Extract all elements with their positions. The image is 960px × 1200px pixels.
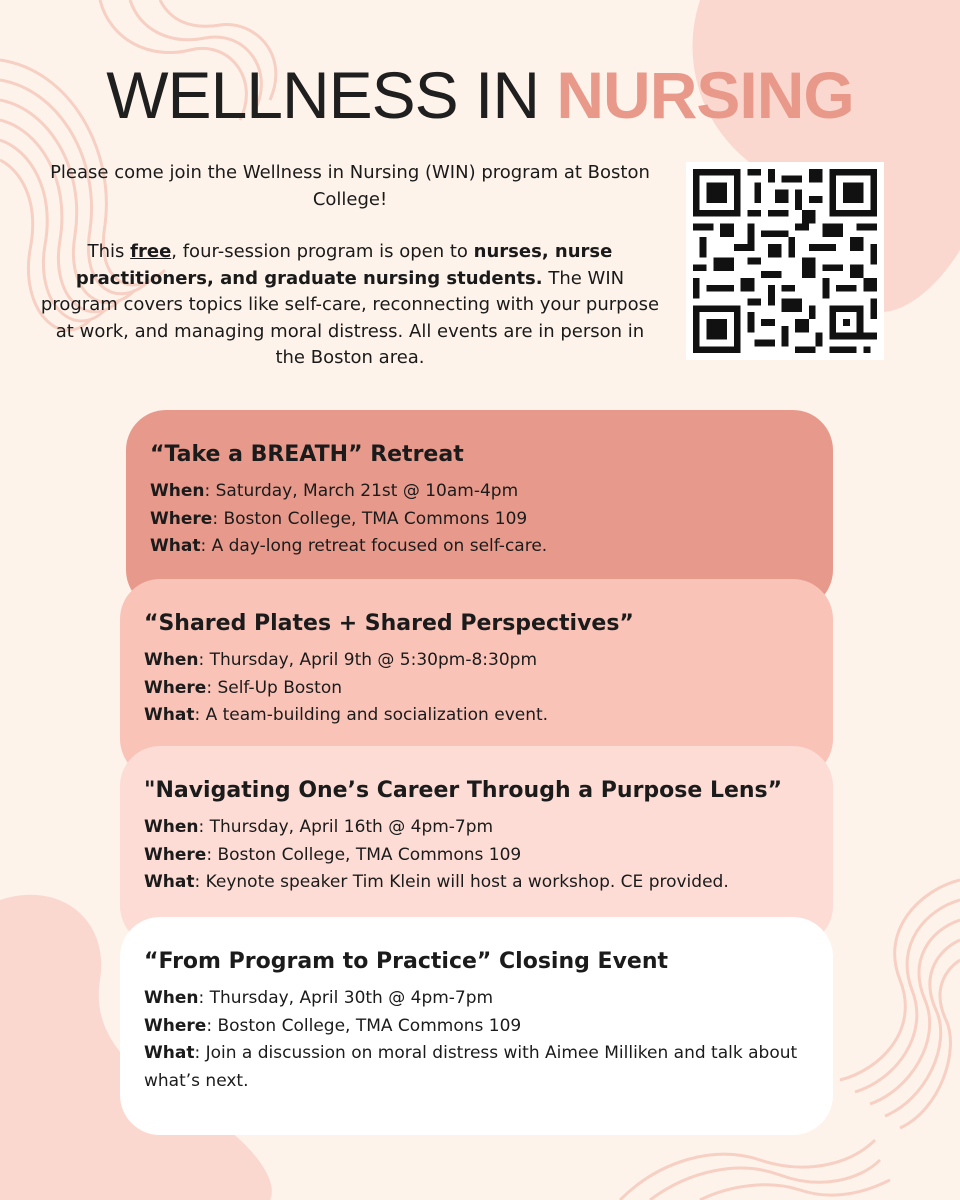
- page-title: [0, 55, 960, 135]
- event-card-3: [120, 746, 833, 946]
- when-value: : Thursday, April 16th @ 4pm-7pm: [198, 817, 494, 837]
- event-title: “Shared Plates + Shared Perspectives”: [144, 611, 634, 636]
- title-part2: NURSING: [556, 58, 854, 132]
- where-label: Where: [144, 677, 207, 698]
- what-label: What: [144, 872, 195, 892]
- event-where: [144, 842, 809, 870]
- event-title: “From Program to Practice” Closing Event: [144, 949, 669, 974]
- where-value: : Self-Up Boston: [206, 677, 343, 698]
- event-where: [150, 506, 809, 534]
- event-where: [144, 1013, 809, 1041]
- intro-paragraph-1: Please come join the Wellness in Nursing (WIN) program at Boston College!: [50, 162, 650, 210]
- qr-code[interactable]: [686, 162, 884, 360]
- intro-text-a: This: [87, 241, 131, 262]
- intro-text-b: , four-session program is open to: [171, 241, 474, 262]
- what-value: : Keynote speaker Tim Klein will host a workshop. CE provided.: [194, 872, 729, 892]
- what-label: What: [144, 705, 195, 725]
- where-value: : Boston College, TMA Commons 109: [212, 508, 528, 529]
- event-when: [150, 478, 809, 506]
- event-title: "Navigating One’s Career Through a Purpose Lens”: [144, 778, 783, 803]
- event-card-4: [120, 917, 833, 1135]
- when-label: When: [144, 988, 199, 1008]
- intro-text: [40, 160, 660, 398]
- event-what: [144, 702, 809, 730]
- when-value: : Saturday, March 21st @ 10am-4pm: [204, 481, 519, 501]
- what-value: : A day-long retreat focused on self-care.: [200, 536, 548, 556]
- when-value: : Thursday, April 30th @ 4pm-7pm: [198, 988, 494, 1008]
- what-value: : Join a discussion on moral distress with Aimee Milliken and talk about what’s next.: [144, 1043, 798, 1091]
- intro-audience: nurses, nurse practitioners, and graduate nursing students.: [75, 241, 613, 289]
- event-title: “Take a BREATH” Retreat: [150, 442, 464, 467]
- where-value: : Boston College, TMA Commons 109: [206, 844, 522, 865]
- intro-free: free: [130, 241, 172, 262]
- event-when: [144, 985, 809, 1013]
- title-part1: WELLNESS IN: [106, 58, 557, 132]
- event-when: [144, 647, 809, 675]
- intro-text-c: The WIN program covers topics like self-care, reconnecting with your purpose at work, and managing moral distress. All events are in person in the Boston area.: [40, 267, 660, 368]
- when-label: When: [150, 481, 205, 501]
- event-where: [144, 675, 809, 703]
- where-value: : Boston College, TMA Commons 109: [206, 1015, 522, 1036]
- event-what: [150, 533, 809, 561]
- when-value: : Thursday, April 9th @ 5:30pm-8:30pm: [198, 650, 537, 670]
- when-label: When: [144, 650, 199, 670]
- what-label: What: [150, 536, 201, 556]
- event-what: [144, 869, 809, 897]
- what-label: What: [144, 1043, 195, 1063]
- intro-paragraph-2: [40, 239, 660, 372]
- event-what: [144, 1040, 809, 1095]
- what-value: : A team-building and socialization event.: [194, 705, 549, 725]
- when-label: When: [144, 817, 199, 837]
- where-label: Where: [150, 508, 213, 529]
- where-label: Where: [144, 844, 207, 865]
- event-when: [144, 814, 809, 842]
- where-label: Where: [144, 1015, 207, 1036]
